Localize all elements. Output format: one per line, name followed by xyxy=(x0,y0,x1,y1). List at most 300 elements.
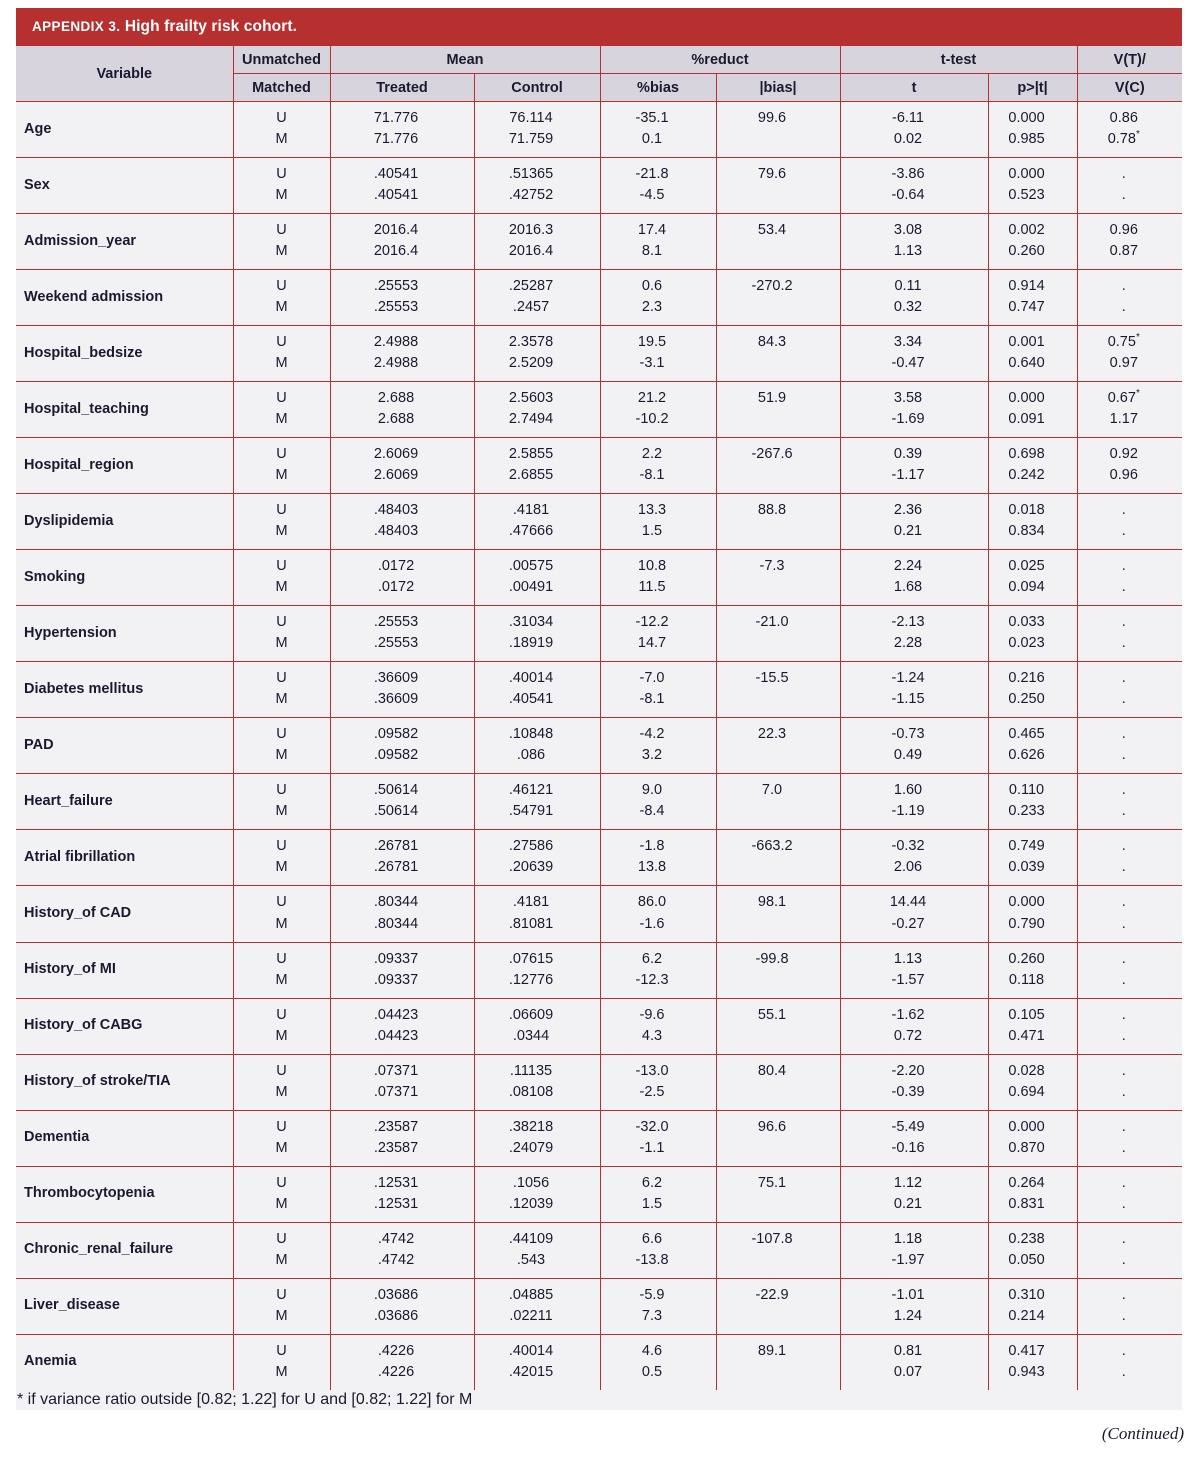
cell-pbias-u: 21.2 xyxy=(637,390,667,407)
cell-t-u: 2.36 xyxy=(893,502,923,519)
cell-v xyxy=(1077,998,1182,1054)
cell-flag-u: U xyxy=(276,558,287,575)
cell-p-m: 0.747 xyxy=(1008,299,1045,316)
table-row xyxy=(16,718,1182,774)
cell-absbias xyxy=(716,942,840,998)
cell-flag-m: M xyxy=(275,635,288,652)
cell-p-m: 0.694 xyxy=(1008,1083,1045,1100)
cell-flag xyxy=(233,606,330,662)
cell-treated-u: .12531 xyxy=(373,1174,419,1191)
cell-treated xyxy=(330,774,474,830)
cell-pbias-m: -3.1 xyxy=(639,355,665,372)
cell-control-m: .00491 xyxy=(508,579,554,596)
cell-p-m: 0.626 xyxy=(1008,747,1045,764)
cell-v-m: . xyxy=(1121,1195,1126,1212)
cell-t-u: 1.18 xyxy=(893,1230,923,1247)
cell-pbias-m: 1.5 xyxy=(641,523,663,540)
footnote-row xyxy=(16,1390,1182,1410)
col-header-t-test: t-test xyxy=(840,46,1077,74)
cell-treated xyxy=(330,886,474,942)
cell-t xyxy=(840,326,988,382)
cell-absbias-m: -21.0 xyxy=(755,614,789,631)
cell-absbias xyxy=(716,102,840,158)
row-variable-name: Thrombocytopenia xyxy=(16,1166,233,1222)
variance-ratio-footnote: * if variance ratio outside [0.82; 1.22] for U and [0.82; 1.22] for M xyxy=(17,1390,473,1408)
cell-flag-u: U xyxy=(276,1006,287,1023)
cell-control xyxy=(474,550,600,606)
cell-p-u: 0.310 xyxy=(1008,1286,1045,1303)
cell-absbias-m: -267.6 xyxy=(751,446,793,463)
table-row xyxy=(16,1110,1182,1166)
cell-pbias-m: -8.1 xyxy=(639,467,665,484)
cell-t-m: -1.69 xyxy=(891,411,925,428)
cell-treated-u: 2.4988 xyxy=(373,334,419,351)
cell-treated-m: .03686 xyxy=(373,1307,419,1324)
row-variable-name: Smoking xyxy=(16,550,233,606)
cell-treated-u: .25553 xyxy=(373,278,419,295)
cell-t xyxy=(840,886,988,942)
cell-p xyxy=(988,270,1077,326)
cell-v-m: 0.87 xyxy=(1109,243,1138,260)
cell-pbias-m: -12.3 xyxy=(635,971,669,988)
cell-p-u: 0.000 xyxy=(1008,110,1045,127)
cell-p-m: 0.943 xyxy=(1008,1363,1045,1380)
cell-t-m: 0.07 xyxy=(893,1363,923,1380)
cell-t-u: -1.01 xyxy=(891,1286,925,1303)
cell-p-u: 0.002 xyxy=(1008,222,1045,239)
cell-control-u: 2.5855 xyxy=(508,446,554,463)
cell-treated-m: .48403 xyxy=(373,523,419,540)
cell-t-u: -5.49 xyxy=(891,1118,925,1135)
cell-control-u: 2.3578 xyxy=(508,334,554,351)
cell-flag xyxy=(233,1222,330,1278)
cell-absbias xyxy=(716,1166,840,1222)
cell-pbias xyxy=(600,158,716,214)
cell-t xyxy=(840,158,988,214)
cell-absbias-m: 22.3 xyxy=(757,726,787,743)
cell-v-m: . xyxy=(1121,803,1126,820)
cell-pbias-u: -32.0 xyxy=(635,1118,669,1135)
cell-control-u: .07615 xyxy=(508,950,554,967)
cell-control xyxy=(474,942,600,998)
cell-flag xyxy=(233,998,330,1054)
cell-control xyxy=(474,606,600,662)
cell-t xyxy=(840,1278,988,1334)
cell-p xyxy=(988,774,1077,830)
cell-v xyxy=(1077,382,1182,438)
cell-v xyxy=(1077,1222,1182,1278)
row-variable-name: Liver_disease xyxy=(16,1278,233,1334)
cell-flag-u: U xyxy=(276,1230,287,1247)
cell-p-u: 0.000 xyxy=(1008,1118,1045,1135)
cell-p-m: 0.250 xyxy=(1008,691,1045,708)
cell-v-m: . xyxy=(1121,187,1126,204)
table-body xyxy=(16,102,1182,1390)
cell-v xyxy=(1077,830,1182,886)
table-row xyxy=(16,214,1182,270)
cell-flag-m: M xyxy=(275,355,288,372)
cell-t-u: 0.81 xyxy=(893,1342,923,1359)
cell-v-m: . xyxy=(1121,971,1126,988)
cell-v-u: . xyxy=(1121,950,1126,967)
cell-control xyxy=(474,886,600,942)
table-row xyxy=(16,1222,1182,1278)
cell-t xyxy=(840,662,988,718)
cell-control-m: .40541 xyxy=(508,691,554,708)
cell-p-u: 0.914 xyxy=(1008,278,1045,295)
cell-pbias xyxy=(600,886,716,942)
cell-absbias-m: 7.0 xyxy=(761,782,783,799)
cell-v-m: . xyxy=(1121,523,1126,540)
table-row xyxy=(16,662,1182,718)
cell-t-u: -3.86 xyxy=(891,166,925,183)
cell-control-m: .42015 xyxy=(508,1363,554,1380)
table-row xyxy=(16,1278,1182,1334)
cell-v xyxy=(1077,942,1182,998)
cell-absbias-m: 84.3 xyxy=(757,334,787,351)
cell-control-u: .4181 xyxy=(512,502,550,519)
cell-pbias-m: -1.6 xyxy=(639,915,665,932)
cell-control xyxy=(474,326,600,382)
cell-t xyxy=(840,606,988,662)
cell-treated-m: .09582 xyxy=(373,747,419,764)
cell-p-m: 0.118 xyxy=(1008,971,1045,988)
cell-p xyxy=(988,1110,1077,1166)
table-row xyxy=(16,1054,1182,1110)
cell-t-m: -0.64 xyxy=(891,187,925,204)
cell-pbias-u: -13.0 xyxy=(635,1062,669,1079)
balance-statistics-table xyxy=(16,46,1182,1410)
cell-p-u: 0.749 xyxy=(1008,838,1045,855)
cell-v xyxy=(1077,550,1182,606)
cell-p-u: 0.216 xyxy=(1008,670,1045,687)
cell-t-u: -1.24 xyxy=(891,670,925,687)
cell-treated-u: .25553 xyxy=(373,614,419,631)
cell-treated xyxy=(330,718,474,774)
cell-v-u: . xyxy=(1121,1062,1126,1079)
cell-control-m: .81081 xyxy=(508,915,554,932)
cell-absbias xyxy=(716,214,840,270)
cell-pbias-m: 14.7 xyxy=(637,635,667,652)
cell-v-m: 0.78* xyxy=(1107,129,1140,148)
cell-v-u: . xyxy=(1121,1118,1126,1135)
cell-v xyxy=(1077,774,1182,830)
cell-v-u: . xyxy=(1121,166,1126,183)
cell-flag-m: M xyxy=(275,131,288,148)
cell-treated-u: .80344 xyxy=(373,894,419,911)
cell-treated-u: .48403 xyxy=(373,502,419,519)
cell-control-m: .20639 xyxy=(508,859,554,876)
cell-pbias xyxy=(600,942,716,998)
cell-t-m: 0.21 xyxy=(893,523,923,540)
cell-pbias-m: 8.1 xyxy=(641,243,663,260)
appendix-caption: High frailty risk cohort. xyxy=(124,18,298,35)
table-row xyxy=(16,998,1182,1054)
cell-treated-u: .04423 xyxy=(373,1006,419,1023)
cell-control-u: .27586 xyxy=(508,838,554,855)
cell-pbias-m: 0.5 xyxy=(641,1363,663,1380)
cell-p-u: 0.001 xyxy=(1008,334,1045,351)
cell-flag xyxy=(233,1110,330,1166)
cell-treated-m: .25553 xyxy=(373,635,419,652)
cell-flag-u: U xyxy=(276,894,287,911)
cell-pbias-m: -8.4 xyxy=(639,803,665,820)
cell-t-u: -0.32 xyxy=(891,838,925,855)
cell-flag-u: U xyxy=(276,782,287,799)
cell-flag-m: M xyxy=(275,467,288,484)
cell-treated-m: .0172 xyxy=(377,579,415,596)
cell-control-m: .47666 xyxy=(508,523,554,540)
cell-p-m: 0.523 xyxy=(1008,187,1045,204)
cell-v-u: 0.75* xyxy=(1107,332,1140,351)
cell-t xyxy=(840,494,988,550)
cell-p xyxy=(988,1054,1077,1110)
cell-t-u: 3.34 xyxy=(893,334,923,351)
cell-pbias xyxy=(600,270,716,326)
variance-ratio-star: * xyxy=(1135,332,1140,344)
cell-t-m: -0.47 xyxy=(891,355,925,372)
cell-absbias xyxy=(716,1110,840,1166)
cell-v-m: . xyxy=(1121,1307,1126,1324)
cell-v xyxy=(1077,718,1182,774)
cell-p-u: 0.033 xyxy=(1008,614,1045,631)
cell-p-m: 0.834 xyxy=(1008,523,1045,540)
cell-t-m: 0.72 xyxy=(893,1027,923,1044)
cell-v xyxy=(1077,1334,1182,1390)
cell-flag xyxy=(233,550,330,606)
cell-control-u: .25287 xyxy=(508,278,554,295)
cell-pbias xyxy=(600,830,716,886)
row-variable-name: Diabetes mellitus xyxy=(16,662,233,718)
cell-flag xyxy=(233,662,330,718)
cell-treated xyxy=(330,998,474,1054)
table-row xyxy=(16,606,1182,662)
cell-flag-u: U xyxy=(276,950,287,967)
cell-p-m: 0.831 xyxy=(1008,1195,1045,1212)
cell-pbias-u: 6.6 xyxy=(641,1230,663,1247)
cell-v-u: . xyxy=(1121,1174,1126,1191)
cell-pbias xyxy=(600,774,716,830)
cell-p-u: 0.018 xyxy=(1008,502,1045,519)
table-row xyxy=(16,438,1182,494)
row-variable-name: Admission_year xyxy=(16,214,233,270)
cell-flag-m: M xyxy=(275,187,288,204)
table-row xyxy=(16,494,1182,550)
appendix-table-page xyxy=(16,8,1182,1410)
cell-t-u: -6.11 xyxy=(892,110,924,127)
cell-absbias-m: 88.8 xyxy=(757,502,787,519)
cell-treated-u: 71.776 xyxy=(373,110,419,127)
cell-t xyxy=(840,550,988,606)
cell-treated-m: .36609 xyxy=(373,691,419,708)
cell-t-m: -1.57 xyxy=(891,971,925,988)
cell-t xyxy=(840,998,988,1054)
cell-pbias-m: -13.8 xyxy=(635,1251,669,1268)
cell-flag-u: U xyxy=(276,446,287,463)
cell-control-u: .40014 xyxy=(508,670,554,687)
cell-t xyxy=(840,1334,988,1390)
cell-t-u: -2.20 xyxy=(891,1062,925,1079)
col-header-p-value: p>|t| xyxy=(988,74,1077,102)
cell-v xyxy=(1077,662,1182,718)
cell-v-u: . xyxy=(1121,278,1126,295)
cell-flag-m: M xyxy=(275,803,288,820)
cell-p xyxy=(988,1222,1077,1278)
cell-p-u: 0.000 xyxy=(1008,166,1045,183)
cell-control xyxy=(474,1166,600,1222)
cell-v xyxy=(1077,438,1182,494)
col-header-unmatched: Unmatched xyxy=(233,46,330,74)
cell-treated xyxy=(330,830,474,886)
cell-absbias-m: 80.4 xyxy=(757,1062,787,1079)
cell-t-m: 0.02 xyxy=(893,131,923,148)
cell-control xyxy=(474,438,600,494)
cell-control-m: .12776 xyxy=(508,971,554,988)
cell-flag xyxy=(233,774,330,830)
cell-v-u: . xyxy=(1121,558,1126,575)
cell-p-m: 0.214 xyxy=(1008,1307,1045,1324)
cell-control xyxy=(474,270,600,326)
cell-v-m: 0.96 xyxy=(1109,467,1138,484)
cell-pbias xyxy=(600,1278,716,1334)
cell-absbias xyxy=(716,270,840,326)
cell-control xyxy=(474,494,600,550)
cell-control-m: .12039 xyxy=(508,1195,554,1212)
cell-flag-u: U xyxy=(276,1062,287,1079)
cell-control xyxy=(474,102,600,158)
row-variable-name: Hospital_teaching xyxy=(16,382,233,438)
cell-control-u: .4181 xyxy=(512,894,550,911)
cell-p xyxy=(988,158,1077,214)
cell-v xyxy=(1077,1054,1182,1110)
cell-flag-m: M xyxy=(275,1139,288,1156)
cell-control xyxy=(474,382,600,438)
cell-control-u: .11135 xyxy=(509,1062,553,1079)
cell-absbias xyxy=(716,774,840,830)
cell-v-u: . xyxy=(1121,502,1126,519)
cell-absbias-m: -663.2 xyxy=(751,838,793,855)
cell-pbias-u: 6.2 xyxy=(641,1174,663,1191)
cell-control-u: .06609 xyxy=(508,1006,554,1023)
cell-v xyxy=(1077,214,1182,270)
cell-treated xyxy=(330,606,474,662)
cell-t-m: -1.17 xyxy=(891,467,925,484)
cell-pbias-u: 19.5 xyxy=(637,334,667,351)
cell-v xyxy=(1077,1278,1182,1334)
cell-treated xyxy=(330,1110,474,1166)
cell-p-m: 0.870 xyxy=(1008,1139,1045,1156)
cell-p xyxy=(988,438,1077,494)
cell-treated-u: 2.688 xyxy=(377,390,415,407)
cell-control xyxy=(474,718,600,774)
table-header xyxy=(16,46,1182,102)
cell-v-u: . xyxy=(1121,1342,1126,1359)
cell-t-m: -1.15 xyxy=(891,691,925,708)
cell-flag-u: U xyxy=(276,670,287,687)
cell-t xyxy=(840,774,988,830)
cell-control-m: 2.7494 xyxy=(508,411,554,428)
cell-absbias xyxy=(716,830,840,886)
cell-t-u: -1.62 xyxy=(891,1006,925,1023)
cell-treated-m: 2016.4 xyxy=(373,243,419,260)
cell-pbias-m: 0.1 xyxy=(641,131,663,148)
cell-treated xyxy=(330,1166,474,1222)
cell-flag xyxy=(233,886,330,942)
col-header-control: Control xyxy=(474,74,600,102)
cell-control xyxy=(474,662,600,718)
cell-p xyxy=(988,942,1077,998)
cell-pbias-m: 11.5 xyxy=(638,579,666,596)
cell-control-u: .40014 xyxy=(508,1342,554,1359)
cell-v-u: 0.96 xyxy=(1109,222,1138,239)
cell-t xyxy=(840,942,988,998)
cell-p-m: 0.260 xyxy=(1008,243,1045,260)
cell-pbias-u: 13.3 xyxy=(637,502,667,519)
cell-absbias xyxy=(716,494,840,550)
cell-pbias-u: -21.8 xyxy=(635,166,669,183)
cell-pbias-u: 9.0 xyxy=(641,782,663,799)
cell-flag-u: U xyxy=(276,278,287,295)
cell-absbias xyxy=(716,1278,840,1334)
cell-flag-m: M xyxy=(275,243,288,260)
cell-p xyxy=(988,1278,1077,1334)
cell-v-u: . xyxy=(1121,726,1126,743)
cell-t-u: -2.13 xyxy=(891,614,925,631)
cell-flag xyxy=(233,102,330,158)
cell-control-m: .2457 xyxy=(512,299,550,316)
cell-p-m: 0.242 xyxy=(1008,467,1045,484)
cell-control xyxy=(474,774,600,830)
cell-control-m: 2.5209 xyxy=(508,355,554,372)
col-header-matched: Matched xyxy=(233,74,330,102)
col-header-t: t xyxy=(840,74,988,102)
cell-treated-u: .36609 xyxy=(373,670,419,687)
cell-v-m: . xyxy=(1121,1363,1126,1380)
cell-control-m: .086 xyxy=(516,747,546,764)
cell-control xyxy=(474,158,600,214)
col-header-variance-ratio-bottom: V(C) xyxy=(1077,74,1182,102)
cell-control-u: .10848 xyxy=(508,726,554,743)
cell-treated-u: .50614 xyxy=(373,782,419,799)
cell-flag-u: U xyxy=(276,726,287,743)
cell-flag xyxy=(233,158,330,214)
cell-p-m: 0.023 xyxy=(1008,635,1045,652)
cell-absbias-m: 89.1 xyxy=(757,1342,787,1359)
cell-treated-m: .40541 xyxy=(373,187,419,204)
cell-control-u: .00575 xyxy=(508,558,554,575)
cell-pbias xyxy=(600,382,716,438)
cell-absbias xyxy=(716,382,840,438)
table-row xyxy=(16,550,1182,606)
row-variable-name: Age xyxy=(16,102,233,158)
cell-pbias-u: -12.2 xyxy=(635,614,669,631)
cell-p-m: 0.094 xyxy=(1008,579,1045,596)
cell-pbias-u: 10.8 xyxy=(637,558,667,575)
cell-p-u: 0.260 xyxy=(1008,950,1045,967)
cell-absbias xyxy=(716,550,840,606)
cell-pbias-u: -9.6 xyxy=(639,1006,665,1023)
cell-flag-m: M xyxy=(275,1251,288,1268)
cell-t-u: 1.12 xyxy=(893,1174,923,1191)
cell-absbias-m: 99.6 xyxy=(757,110,787,127)
cell-flag-u: U xyxy=(276,166,287,183)
row-variable-name: History_of MI xyxy=(16,942,233,998)
table-row xyxy=(16,102,1182,158)
cell-pbias-u: -35.1 xyxy=(635,110,669,127)
cell-v xyxy=(1077,1110,1182,1166)
cell-absbias xyxy=(716,886,840,942)
cell-p xyxy=(988,382,1077,438)
